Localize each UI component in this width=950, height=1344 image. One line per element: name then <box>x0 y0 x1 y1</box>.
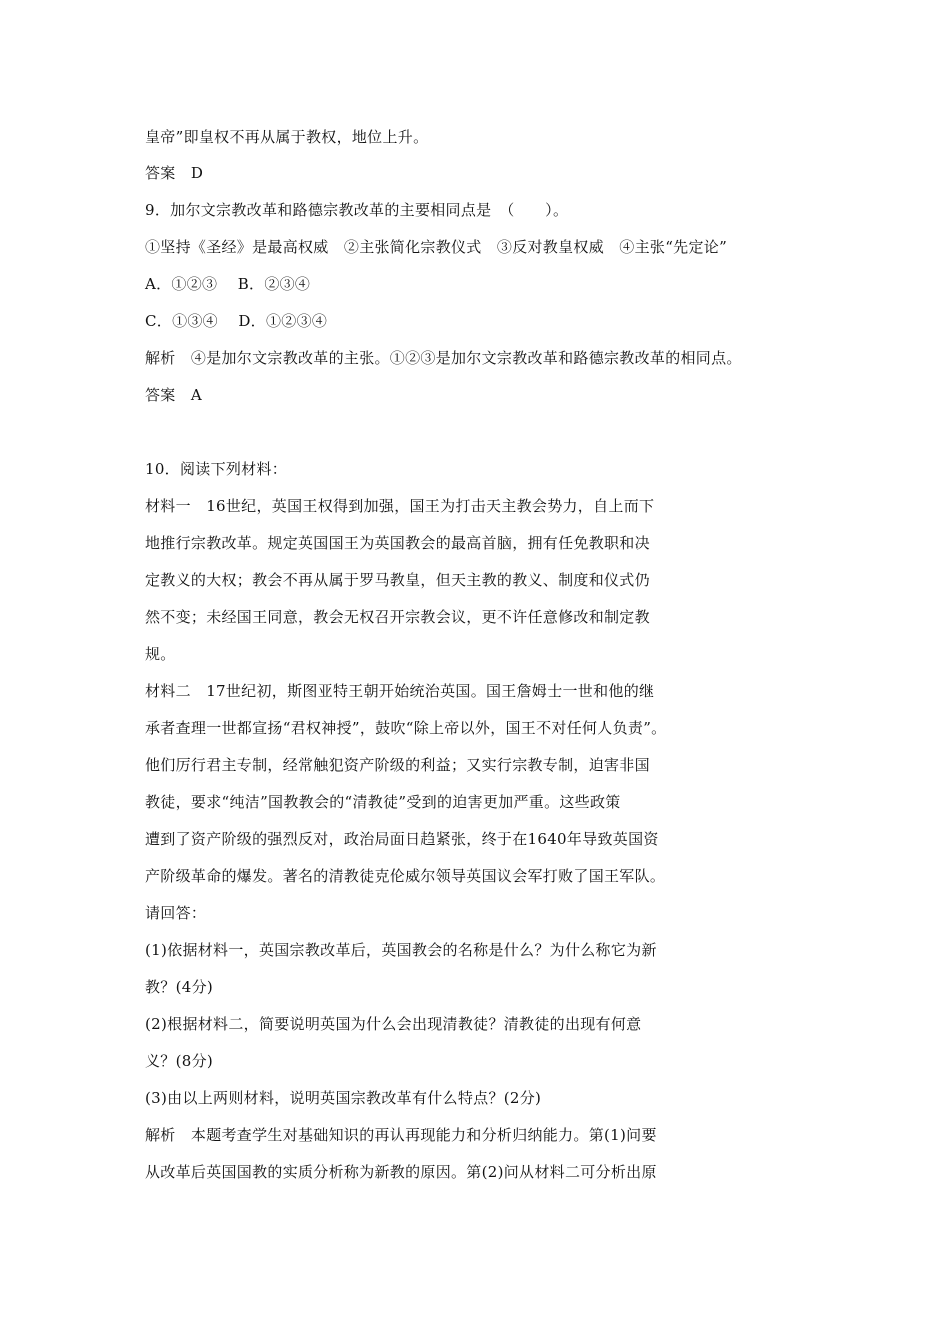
sub-question-2-cont: 义？(8分) <box>145 1052 214 1070</box>
material-two-line: 教徒，要求“纯洁”国教教会的“清教徒”受到的迫害更加严重。这些政策 <box>145 793 621 811</box>
question-9-statements: ①坚持《圣经》是最高权威 ②主张简化宗教仪式 ③反对教皇权威 ④主张“先定论” <box>145 238 728 256</box>
question-9: 9．加尔文宗教改革和路德宗教改革的主要相同点是 （ ）。 <box>145 201 569 219</box>
material-one-line: 定教义的大权；教会不再从属于罗马教皇，但天主教的教义、制度和仪式仍 <box>145 571 650 589</box>
answer-line: 答案 D <box>145 164 204 182</box>
analysis-line: 解析 ④是加尔文宗教改革的主张。①②③是加尔文宗教改革和路德宗教改革的相同点。 <box>145 349 742 367</box>
material-two-line: 他们厉行君主专制，经常触犯资产阶级的利益；又实行宗教专制，迫害非国 <box>145 756 650 774</box>
question-9-options-ab: A．①②③ B．②③④ <box>145 275 311 293</box>
text-line: 皇帝”即皇权不再从属于教权，地位上升。 <box>145 128 429 146</box>
material-one-line: 地推行宗教改革。规定英国国王为英国教会的最高首脑，拥有任免教职和决 <box>145 534 650 552</box>
material-two-line: 产阶级革命的爆发。著名的清教徒克伦威尔领导英国议会军打败了国王军队。 <box>145 867 666 885</box>
material-two-line: 材料二 17世纪初，斯图亚特王朝开始统治英国。国王詹姆士一世和他的继 <box>145 682 655 700</box>
sub-question-1: (1)依据材料一，英国宗教改革后，英国教会的名称是什么？为什么称它为新 <box>145 941 657 959</box>
sub-question-1-cont: 教？(4分) <box>145 978 214 996</box>
analysis-line: 从改革后英国国教的实质分析称为新教的原因。第(2)问从材料二可分析出原 <box>145 1163 657 1181</box>
sub-question-2: (2)根据材料二，简要说明英国为什么会出现清教徒？清教徒的出现有何意 <box>145 1015 642 1033</box>
question-9-options-cd: C．①③④ D．①②③④ <box>145 312 328 330</box>
prompt-line: 请回答： <box>145 904 207 922</box>
material-two-line: 遭到了资产阶级的强烈反对，政治局面日趋紧张，终于在1640年导致英国资 <box>145 830 659 848</box>
material-one-line: 然不变；未经国王同意，教会无权召开宗教会议，更不许任意修改和制定教 <box>145 608 650 626</box>
material-two-line: 承者查理一世都宣扬“君权神授”，鼓吹“除上帝以外，国王不对任何人负责”。 <box>145 719 667 737</box>
material-one-line: 材料一 16世纪，英国王权得到加强，国王为打击天主教会势力，自上而下 <box>145 497 655 515</box>
sub-question-3: (3)由以上两则材料，说明英国宗教改革有什么特点？(2分) <box>145 1089 542 1107</box>
answer-line: 答案 A <box>145 386 203 404</box>
analysis-line: 解析 本题考查学生对基础知识的再认再现能力和分析归纳能力。第(1)问要 <box>145 1126 657 1144</box>
question-10: 10．阅读下列材料： <box>145 460 288 478</box>
material-one-line: 规。 <box>145 645 176 663</box>
